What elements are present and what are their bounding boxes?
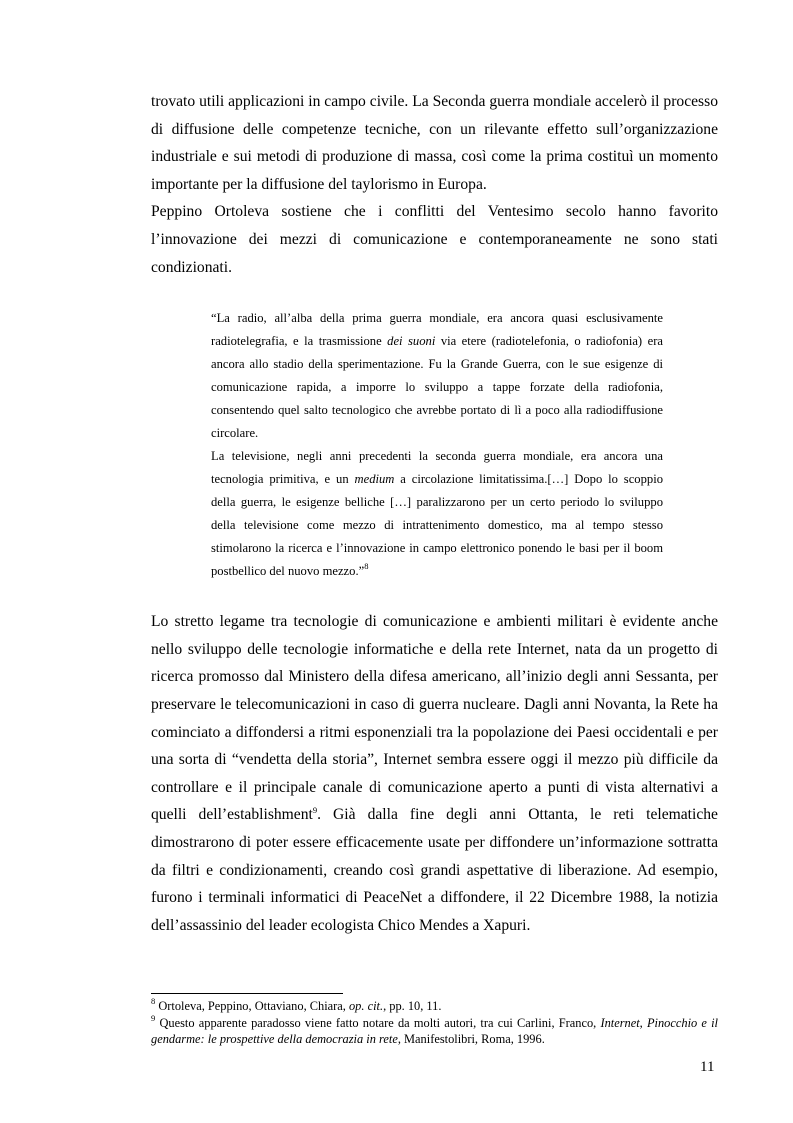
footnote-number: 8: [151, 996, 156, 1006]
footnote-divider: [151, 993, 343, 994]
block-quote: [211, 307, 663, 583]
quote-text: a circolazione limitatissima.[…] Dopo lo scoppio della guerra, le esigenze belliche […] paralizzarono per un certo periodo lo sviluppo della televisione come mezzo di intrattenimento domestico, ma al tempo stesso stimolarono la ricerca e l’innovazione in campo elettronico ponendo le basi per il boom postbellico del nuovo mezzo.”: [211, 472, 663, 579]
footnote-number: 9: [151, 1012, 156, 1023]
footnote-9: [151, 1012, 718, 1048]
footnote-ref-9[interactable]: 9: [312, 805, 318, 816]
page-number: 11: [700, 1059, 715, 1075]
paragraph-1: trovato utili applicazioni in campo civile. La Seconda guerra mondiale accelerò il processo di diffusione delle competenze tecniche, con un rilevante effetto sull’organizzazione industriale e sui metodi di produzione di massa, così come la prima costituì un momento importante per la diffusione del taylorismo in Europa.: [151, 93, 718, 193]
quote-emphasis: dei suoni: [387, 334, 436, 349]
quote-text: “La radio, all’alba della prima guerra mondiale, era ancora quasi esclusivamente radiotelegrafia, e la trasmissione: [211, 311, 663, 349]
paragraph-text: Lo stretto legame tra tecnologie di comunicazione e ambienti militari è evidente anche nello sviluppo delle tecnologie informatiche e della rete Internet, nata da un progetto di ricerca promosso dal Ministero della difesa americano, all’inizio degli anni Sessanta, per preservare le telecomunicazioni in caso di guerra nucleare. Dagli anni Novanta, la Rete ha cominciato a diffondersi a ritmi esponenziali tra la popolazione dei Paesi occidentali e per una sorta di “vendetta della storia”, Internet sembra essere oggi il mezzo più difficile da controllare e il principale canale di comunicazione aperto a punti di vista alternativi a quelli dell’establishment: [151, 613, 718, 824]
footnote-emphasis: op. cit.: [348, 999, 384, 1013]
footnote-text: Questo apparente paradosso viene fatto notare da molti autori, tra cui Carlini, Franco,: [155, 1015, 601, 1030]
footnote-text: , pp. 10, 11.: [383, 999, 442, 1013]
quote-text: via etere (radiotelefonia, o radiofonia) era ancora allo stadio della sperimentazione. Fu la Grande Guerra, con le sue esigenze di comunicazione rapida, a imporre lo sviluppo a tappe forzate della radiofonia, consentendo quel salto tecnologico che avrebbe portato di lì a poco alla radiodiffusione circolare.: [211, 334, 663, 441]
footnote-emphasis: Internet, Pinocchio e il gendarme: le prospettive della democrazia in rete: [151, 1015, 718, 1046]
quote-paragraph-1: [211, 307, 663, 445]
quote-paragraph-2: [211, 445, 663, 583]
quote-emphasis: medium: [354, 472, 395, 487]
footnote-8: [151, 998, 718, 1015]
paragraph-3: [151, 608, 718, 939]
footnote-text: Ortoleva, Peppino, Ottaviano, Chiara,: [155, 999, 349, 1013]
footnote-text: , Manifestolibri, Roma, 1996.: [397, 1032, 545, 1046]
quote-text: La televisione, negli anni precedenti la seconda guerra mondiale, era ancora una tecnologia primitiva, e un: [211, 449, 663, 487]
paragraph-text: . Già dalla fine degli anni Ottanta, le reti telematiche dimostrarono di poter essere efficacemente usate per diffondere un’informazione sottratta da filtri e condizionamenti, creando così grandi aspettative di liberazione. Ad esempio, furono i terminali informatici di PeaceNet a diffondere, il 22 Dicembre 1988, la notizia dell’assassinio del leader ecologista Chico Mendes a Xapuri.: [151, 806, 718, 934]
paragraph-2: Peppino Ortoleva sostiene che i conflitti del Ventesimo secolo hanno favorito l’innovazione dei mezzi di comunicazione e contemporaneamente ne sono stati condizionati.: [151, 203, 718, 276]
footnotes: [151, 998, 718, 1048]
footnote-ref-8[interactable]: 8: [364, 561, 369, 572]
page-body: [151, 88, 718, 939]
